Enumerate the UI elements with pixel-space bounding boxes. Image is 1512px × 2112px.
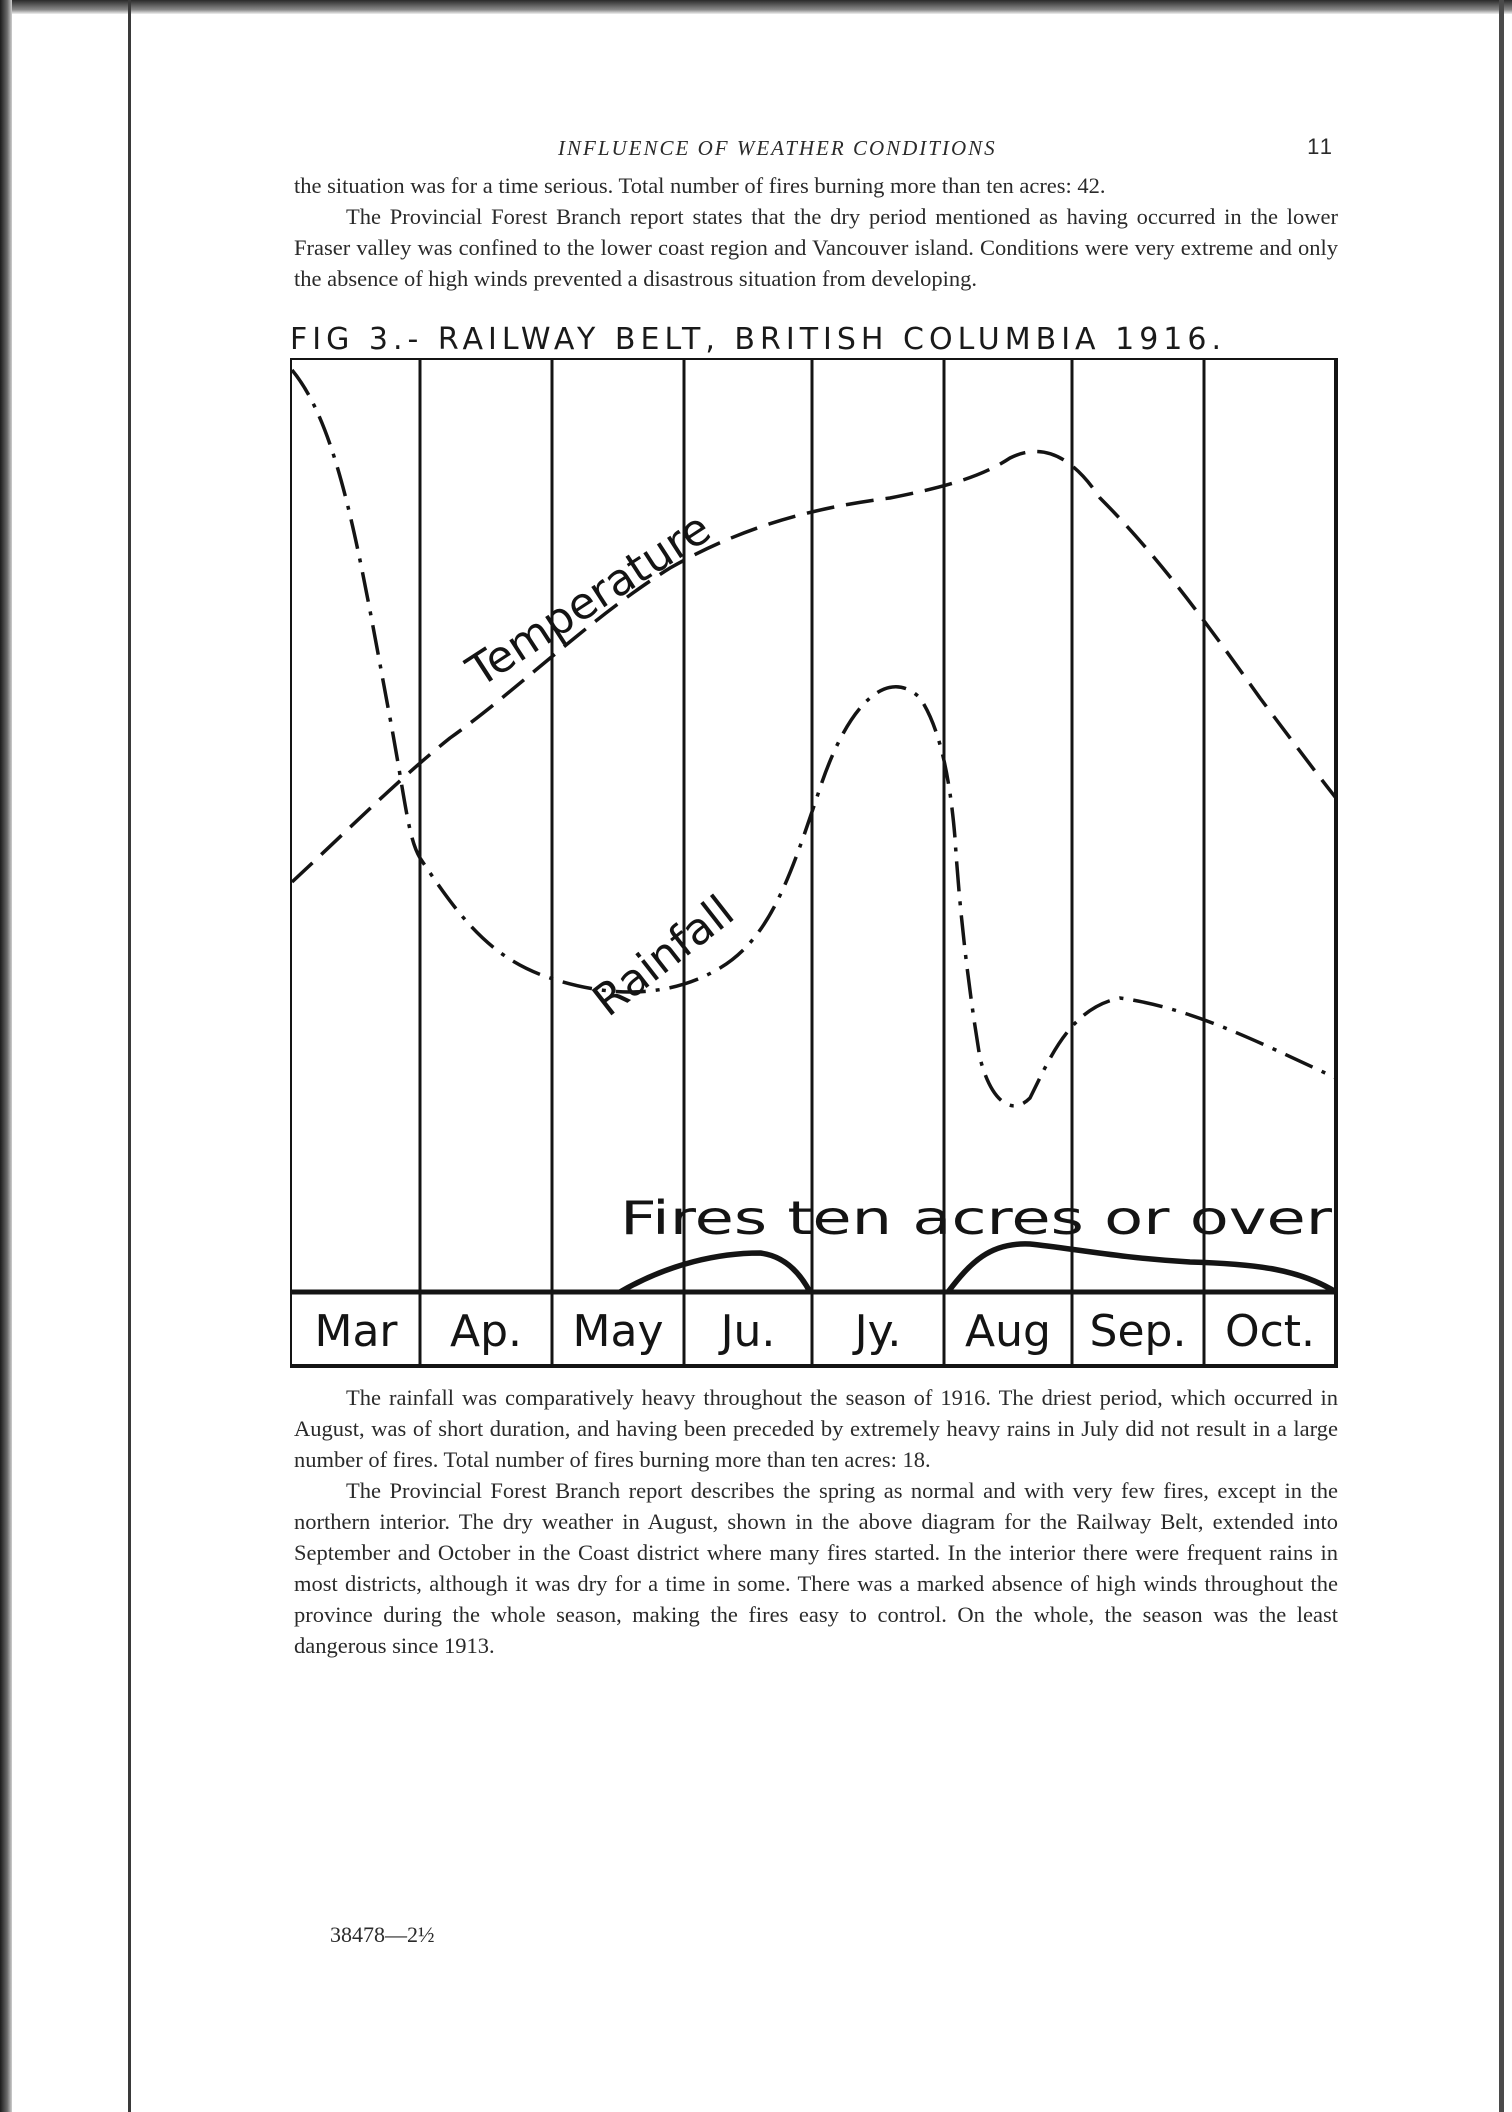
paragraph-rainfall-1916: The rainfall was comparatively heavy throughout the season of 1916. The driest period, which occurred in August, was of short duration, and having been preceded by extremely heavy rains in July did not result in a large number of fires. Total number of fires burning more than ten acres: 18. xyxy=(294,1385,1338,1472)
fires-curve-may-june xyxy=(620,1253,810,1292)
page-content xyxy=(290,130,1338,1661)
scan-right-edge xyxy=(1499,0,1504,2112)
scan-top-edge xyxy=(0,0,1512,14)
month-label-may: May xyxy=(572,1306,664,1357)
fires-curve-aug-oct xyxy=(948,1244,1336,1292)
page-gutter-line xyxy=(128,0,131,2112)
month-label-jun: Ju. xyxy=(720,1306,776,1357)
fires-label: Fires ten acres or over xyxy=(620,1191,1333,1245)
running-head-title: INFLUENCE OF WEATHER CONDITIONS xyxy=(558,136,997,160)
month-label-aug: Aug xyxy=(965,1306,1051,1357)
paragraph-spring-report: The Provincial Forest Branch report describes the spring as normal and with very few fires, except in the northern interior. The dry weather in August, shown in the above diagram for the Railway Belt, extended into September and October in the Coast district where many fires started. In the interior there were frequent rains in most districts, although it was dry for a time in some. There was a marked absence of high winds throughout the province during the whole season, making the fires easy to control. On the whole, the season was the least dangerous since 1913. xyxy=(294,1478,1338,1658)
weather-diagram xyxy=(290,358,1338,1368)
month-label-oct: Oct. xyxy=(1224,1306,1316,1357)
running-head xyxy=(294,130,1338,170)
figure-3 xyxy=(290,322,1338,1382)
month-label-jul: Jy. xyxy=(854,1306,902,1357)
paragraph-continuation: the situation was for a time serious. Total number of fires burning more than ten acres: 42. xyxy=(294,173,1106,198)
month-label-sep: Sep. xyxy=(1089,1306,1187,1357)
temperature-curve xyxy=(292,452,1336,882)
temperature-label: Temperature xyxy=(458,502,720,698)
scan-binding-shadow xyxy=(0,0,12,2112)
paragraph-provincial-report: The Provincial Forest Branch report states that the dry period mentioned as having occurred in the lower Fraser valley was confined to the lower coast region and Vancouver island. Conditions were very extreme and only the absence of high winds prevented a disastrous situation from developing. xyxy=(294,204,1338,291)
figure-title: FIG 3.- RAILWAY BELT, BRITISH COLUMBIA 1916. xyxy=(290,322,1227,357)
month-label-mar: Mar xyxy=(314,1306,398,1357)
month-label-apr: Ap. xyxy=(449,1306,523,1357)
page-number: 11 xyxy=(1307,134,1334,159)
rainfall-label: Rainfall xyxy=(583,885,744,1027)
print-code: 38478—2½ xyxy=(330,1922,435,1947)
